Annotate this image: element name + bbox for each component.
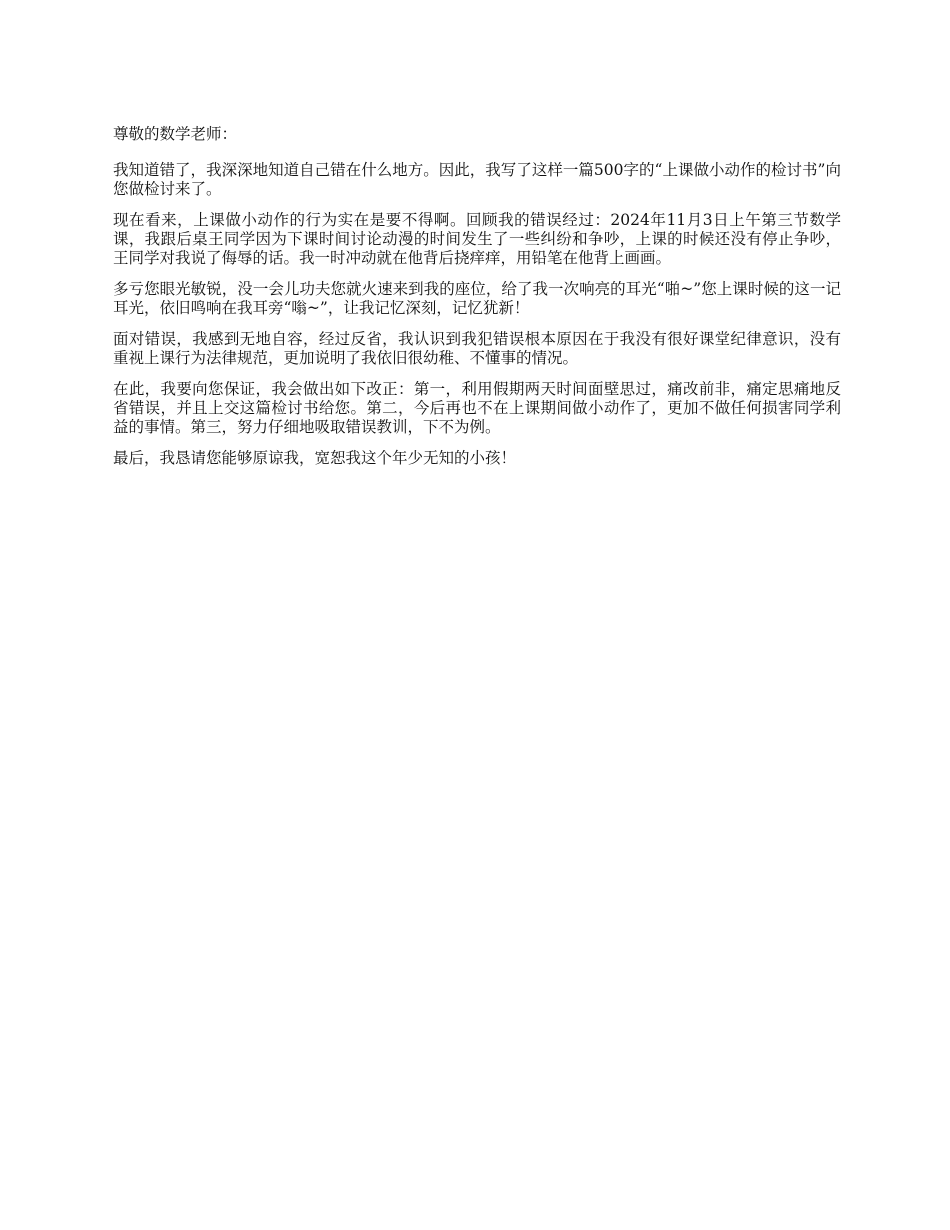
paragraph-4: 面对错误，我感到无地自容，经过反省，我认识到我犯错误根本原因在于我没有很好课堂纪律意识，没有重视上课行为法律规范，更加说明了我依旧很幼稚、不懂事的情况。 [113, 330, 841, 367]
salutation: 尊敬的数学老师： [113, 125, 238, 143]
paragraph-2: 现在看来，上课做小动作的行为实在是要不得啊。回顾我的错误经过：2024年11月3日上午第三节数学课，我跟后桌王同学因为下课时间讨论动漫的时间发生了一些纠纷和争吵，上课的时候还没有停止争吵，王同学对我说了侮辱的话。我一时冲动就在他背后挠痒痒，用铅笔在他背上画画。 [113, 211, 841, 267]
paragraph-5: 在此，我要向您保证，我会做出如下改正：第一，利用假期两天时间面壁思过，痛改前非，痛定思痛地反省错误，并且上交这篇检讨书给您。第二，今后再也不在上课期间做小动作了，更加不做任何损害同学利益的事情。第三，努力仔细地吸取错误教训，下不为例。 [113, 380, 841, 436]
paragraph-6: 最后，我恳请您能够原谅我，宽恕我这个年少无知的小孩！ [113, 449, 517, 467]
paragraph-3: 多亏您眼光敏锐，没一会儿功夫您就火速来到我的座位，给了我一次响亮的耳光“啪~”您上课时候的这一记耳光，依旧鸣响在我耳旁“嗡~”，让我记忆深刻，记忆犹新！ [113, 280, 841, 317]
paragraph-1: 我知道错了，我深深地知道自己错在什么地方。因此，我写了这样一篇500字的“上课做小动作的检讨书”向您做检讨来了。 [113, 161, 841, 198]
document-body [113, 125, 841, 480]
